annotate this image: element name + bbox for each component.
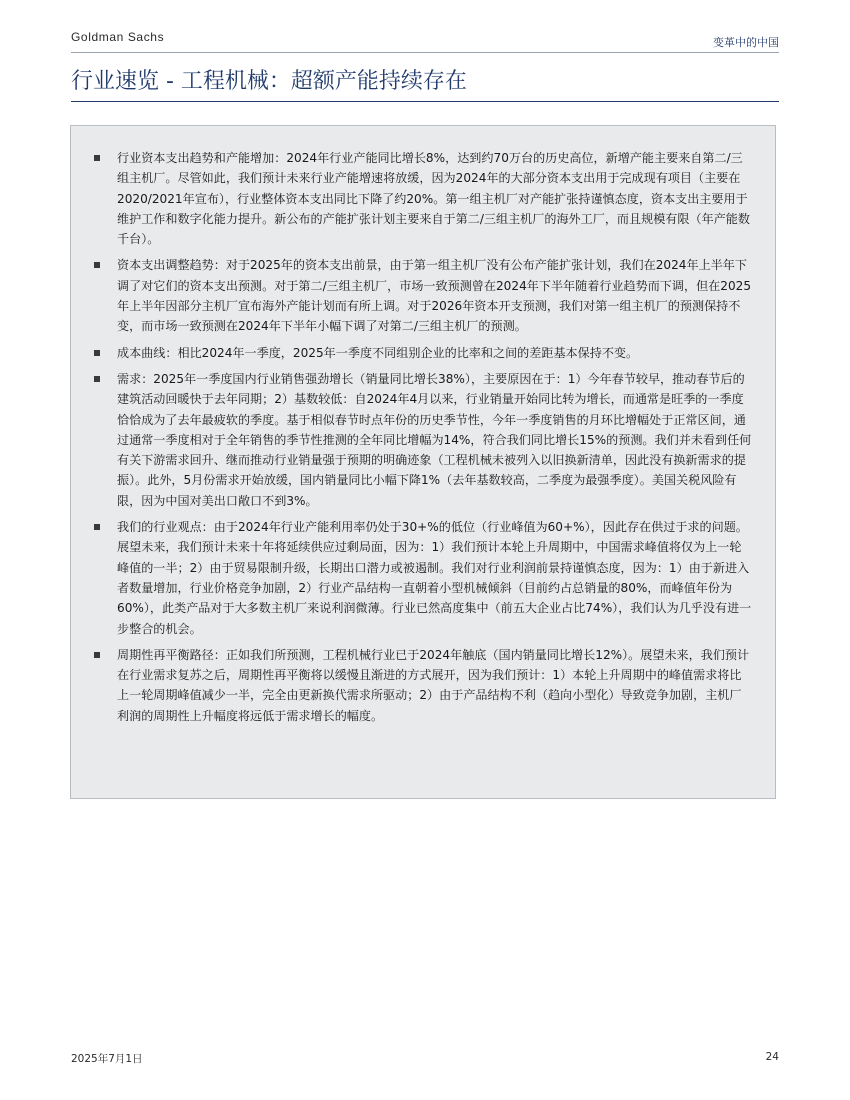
- bullet-cost-curve: [93, 343, 753, 363]
- bullet-text: 需求：2025年一季度国内行业销售强劲增长（销量同比增长38%），主要原因在于：1）今年春节较早，推动春节后的建筑活动回暖快于去年同期；2）基数较低：自2024年4月以来，行业销量开始同比转为增长，而通常是旺季的一季度恰恰成为了去年最疲软的季度。基于相似春节时点年份的历史季节性，今年一季度销售的月环比增幅处于正常区间，通过通常一季度相对于全年销售的季节性推测的全年同比增幅为14%，符合我们同比增长15%的预测。我们并未看到任何有关下游需求回升、继而推动行业销量强于预期的明确迹象（工程机械未被列入以旧换新清单，因此没有换新需求的提振）。此外，5月份需求开始放缓，国内销量同比小幅下降1%（去年基数较高，二季度为最强季度）。美国关税风险有限，因为中国对美出口敞口不到3%。: [117, 371, 752, 508]
- summary-box: [70, 125, 776, 799]
- square-bullet-icon: [94, 376, 100, 382]
- bullet-capex-capacity: [93, 148, 753, 249]
- bullet-text: 周期性再平衡路径：正如我们所预测，工程机械行业已于2024年触底（国内销量同比增长12%）。展望未来，我们预计在行业需求复苏之后，周期性再平衡将以缓慢且渐进的方式展开，因为我们预计：1）本轮上升周期中的峰值需求将比上一轮周期峰值减少一半，完全由更新换代需求所驱动；2）由于产品结构不利（趋向小型化）导致竞争加剧，主机厂利润的周期性上升幅度将远低于需求增长的幅度。: [117, 647, 750, 723]
- bullet-demand: [93, 369, 753, 511]
- bullet-rebalancing-path: [93, 645, 753, 726]
- bullet-list: [71, 126, 775, 726]
- bullet-text: 成本曲线：相比2024年一季度，2025年一季度不同组别企业的比率和之间的差距基本保持不变。: [117, 345, 639, 360]
- page-title: 行业速览 - 工程机械：超额产能持续存在: [71, 69, 467, 94]
- square-bullet-icon: [94, 652, 100, 658]
- bullet-capex-revision: [93, 255, 753, 336]
- bullet-text: 我们的行业观点：由于2024年行业产能利用率仍处于30+%的低位（行业峰值为60+%），因此存在供过于求的问题。展望未来，我们预计未来十年将延续供应过剩局面，因为：1）我们预计本轮上升周期中，中国需求峰值将仅为上一轮峰值的一半；2）由于贸易限制升级，长期出口潜力或被遏制。我们对行业利润前景持谨慎态度，因为：1）由于新进入者数量增加，行业价格竞争加剧，2）行业产品结构一直朝着小型机械倾斜（目前约占总销量的80%，而峰值年份为60%），此类产品对于大多数主机厂来说利润微薄。行业已然高度集中（前五大企业占比74%），我们认为几乎没有进一步整合的机会。: [117, 520, 752, 636]
- square-bullet-icon: [94, 350, 100, 356]
- bullet-text: 资本支出调整趋势：对于2025年的资本支出前景，由于第一组主机厂没有公布产能扩张计划，我们在2024年上半年下调了对它们的资本支出预测。对于第二/三组主机厂，市场一致预测曾在2024年下半年随着行业趋势而下调，但在2025年上半年因部分主机厂宣布海外产能计划而有所上调。对于2026年资本开支预测，我们对第一组主机厂的预测保持不变，而市场一致预测在2024年下半年小幅下调了对第二/三组主机厂的预测。: [117, 258, 752, 334]
- header-divider: [71, 52, 779, 53]
- page-number: 24: [765, 1051, 779, 1063]
- brand-name: Goldman Sachs: [71, 30, 165, 44]
- bullet-text: 行业资本支出趋势和产能增加：2024年行业产能同比增长8%，达到约70万台的历史高位，新增产能主要来自第二/三组主机厂。尽管如此，我们预计未来行业产能增速将放缓，因为2024年的大部分资本支出用于完成现有项目（主要在2020/2021年宣布），行业整体资本支出同比下降了约20%。第一组主机厂对产能扩张持谨慎态度，资本支出主要用于维护工作和数字化能力提升。新公布的产能扩张计划主要来自于第二/三组主机厂的海外工厂，而且规模有限（年产能数千台）。: [117, 151, 750, 247]
- footer-date: 2025年7月1日: [71, 1053, 143, 1065]
- square-bullet-icon: [94, 155, 100, 161]
- bullet-industry-view: [93, 517, 753, 639]
- title-divider: [71, 101, 779, 102]
- square-bullet-icon: [94, 262, 100, 268]
- square-bullet-icon: [94, 524, 100, 530]
- report-title: 变革中的中国: [713, 36, 779, 49]
